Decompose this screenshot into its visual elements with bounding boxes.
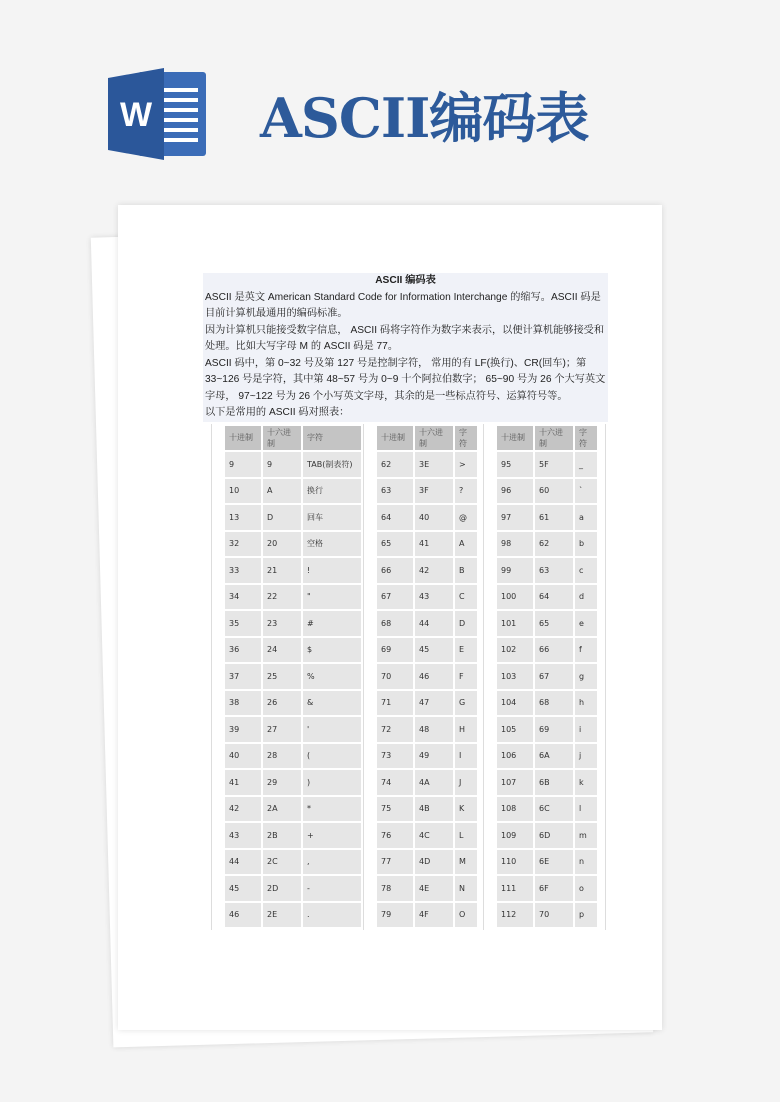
table-row bbox=[497, 585, 597, 610]
decimal-cell: 39 bbox=[225, 717, 261, 742]
table-row bbox=[497, 664, 597, 689]
hex-cell: 6D bbox=[535, 823, 573, 848]
decimal-cell: 99 bbox=[497, 558, 533, 583]
decimal-cell: 10 bbox=[225, 479, 261, 504]
hex-cell: 60 bbox=[535, 479, 573, 504]
decimal-cell: 108 bbox=[497, 797, 533, 822]
decimal-cell: 112 bbox=[497, 903, 533, 928]
hex-cell: 48 bbox=[415, 717, 453, 742]
hex-cell: 2E bbox=[263, 903, 301, 928]
char-cell: ` bbox=[575, 479, 597, 504]
hex-cell: 45 bbox=[415, 638, 453, 663]
decimal-cell: 95 bbox=[497, 452, 533, 477]
char-cell: $ bbox=[303, 638, 361, 663]
decimal-cell: 102 bbox=[497, 638, 533, 663]
hex-cell: 28 bbox=[263, 744, 301, 769]
table-row bbox=[497, 770, 597, 795]
char-cell: b bbox=[575, 532, 597, 557]
table-row bbox=[377, 505, 477, 530]
char-cell: N bbox=[455, 876, 477, 901]
char-cell: M bbox=[455, 850, 477, 875]
ascii-tables bbox=[203, 424, 608, 930]
table-row bbox=[377, 479, 477, 504]
table-row bbox=[497, 903, 597, 928]
hex-cell: 27 bbox=[263, 717, 301, 742]
word-icon bbox=[108, 68, 208, 160]
table-row bbox=[225, 505, 361, 530]
table-row bbox=[497, 744, 597, 769]
char-cell: > bbox=[455, 452, 477, 477]
char-cell: p bbox=[575, 903, 597, 928]
decimal-cell: 98 bbox=[497, 532, 533, 557]
char-cell: % bbox=[303, 664, 361, 689]
hex-cell: 6B bbox=[535, 770, 573, 795]
hex-cell: 4B bbox=[415, 797, 453, 822]
column-header: 十六进制 bbox=[535, 426, 573, 451]
char-cell: B bbox=[455, 558, 477, 583]
char-cell: d bbox=[575, 585, 597, 610]
ascii-table bbox=[495, 424, 599, 930]
column-header: 字符 bbox=[575, 426, 597, 451]
hex-cell: 24 bbox=[263, 638, 301, 663]
decimal-cell: 43 bbox=[225, 823, 261, 848]
decimal-cell: 35 bbox=[225, 611, 261, 636]
hex-cell: 4D bbox=[415, 850, 453, 875]
hex-cell: 6E bbox=[535, 850, 573, 875]
table-row bbox=[225, 638, 361, 663]
table-row bbox=[497, 717, 597, 742]
hex-cell: 44 bbox=[415, 611, 453, 636]
hex-cell: 64 bbox=[535, 585, 573, 610]
table-row bbox=[225, 664, 361, 689]
table-row bbox=[377, 691, 477, 716]
table-row bbox=[377, 797, 477, 822]
hex-cell: 67 bbox=[535, 664, 573, 689]
decimal-cell: 37 bbox=[225, 664, 261, 689]
char-cell: J bbox=[455, 770, 477, 795]
char-cell: . bbox=[303, 903, 361, 928]
decimal-cell: 73 bbox=[377, 744, 413, 769]
decimal-cell: 36 bbox=[225, 638, 261, 663]
decimal-cell: 63 bbox=[377, 479, 413, 504]
table-row bbox=[225, 797, 361, 822]
hex-cell: 40 bbox=[415, 505, 453, 530]
table-row bbox=[377, 638, 477, 663]
char-cell: ( bbox=[303, 744, 361, 769]
table-row bbox=[377, 532, 477, 557]
table-row bbox=[225, 823, 361, 848]
char-cell: ! bbox=[303, 558, 361, 583]
table-row bbox=[497, 638, 597, 663]
decimal-cell: 69 bbox=[377, 638, 413, 663]
hex-cell: 3F bbox=[415, 479, 453, 504]
char-cell: D bbox=[455, 611, 477, 636]
char-cell: * bbox=[303, 797, 361, 822]
decimal-cell: 66 bbox=[377, 558, 413, 583]
table-row bbox=[377, 744, 477, 769]
char-cell: # bbox=[303, 611, 361, 636]
table-row bbox=[497, 558, 597, 583]
decimal-cell: 65 bbox=[377, 532, 413, 557]
char-cell: g bbox=[575, 664, 597, 689]
decimal-cell: 67 bbox=[377, 585, 413, 610]
char-cell: m bbox=[575, 823, 597, 848]
table-row bbox=[225, 452, 361, 477]
table-row bbox=[377, 850, 477, 875]
decimal-cell: 71 bbox=[377, 691, 413, 716]
hex-cell: 2D bbox=[263, 876, 301, 901]
hex-cell: 6A bbox=[535, 744, 573, 769]
decimal-cell: 103 bbox=[497, 664, 533, 689]
column-header: 十六进制 bbox=[263, 426, 301, 451]
paragraph: 以下是常用的 ASCII 码对照表： bbox=[205, 407, 350, 418]
column-header: 十进制 bbox=[497, 426, 533, 451]
hex-cell: 69 bbox=[535, 717, 573, 742]
table-row bbox=[377, 903, 477, 928]
decimal-cell: 100 bbox=[497, 585, 533, 610]
char-cell: a bbox=[575, 505, 597, 530]
table-row bbox=[225, 876, 361, 901]
decimal-cell: 106 bbox=[497, 744, 533, 769]
table-row bbox=[497, 691, 597, 716]
char-cell: j bbox=[575, 744, 597, 769]
table-row bbox=[225, 850, 361, 875]
char-cell: K bbox=[455, 797, 477, 822]
table-header-row bbox=[377, 426, 477, 451]
decimal-cell: 45 bbox=[225, 876, 261, 901]
hex-cell: 2B bbox=[263, 823, 301, 848]
char-cell: f bbox=[575, 638, 597, 663]
table-row bbox=[377, 611, 477, 636]
decimal-cell: 75 bbox=[377, 797, 413, 822]
table-row bbox=[225, 744, 361, 769]
table-row bbox=[377, 876, 477, 901]
char-cell: & bbox=[303, 691, 361, 716]
hex-cell: 2C bbox=[263, 850, 301, 875]
char-cell: @ bbox=[455, 505, 477, 530]
table-row bbox=[225, 770, 361, 795]
table-row bbox=[225, 691, 361, 716]
char-cell: l bbox=[575, 797, 597, 822]
hex-cell: 68 bbox=[535, 691, 573, 716]
char-cell: ? bbox=[455, 479, 477, 504]
char-cell: c bbox=[575, 558, 597, 583]
decimal-cell: 72 bbox=[377, 717, 413, 742]
paragraph: 因为计算机只能接受数字信息， ASCII 码将字符作为数字来表示，以便计算机能够接受和处理。比如大写字母 M 的 ASCII 码是 77。 bbox=[205, 324, 605, 352]
table-header-row bbox=[225, 426, 361, 451]
table-header-row bbox=[497, 426, 597, 451]
hex-cell: 6C bbox=[535, 797, 573, 822]
decimal-cell: 76 bbox=[377, 823, 413, 848]
decimal-cell: 34 bbox=[225, 585, 261, 610]
char-cell: C bbox=[455, 585, 477, 610]
hex-cell: 20 bbox=[263, 532, 301, 557]
column-header: 十进制 bbox=[377, 426, 413, 451]
hex-cell: 61 bbox=[535, 505, 573, 530]
page-title: ASCII编码表 bbox=[260, 86, 589, 150]
decimal-cell: 42 bbox=[225, 797, 261, 822]
hex-cell: D bbox=[263, 505, 301, 530]
hex-cell: 29 bbox=[263, 770, 301, 795]
table-row bbox=[225, 611, 361, 636]
char-cell: e bbox=[575, 611, 597, 636]
table-row bbox=[497, 452, 597, 477]
intro-section bbox=[203, 273, 608, 422]
decimal-cell: 97 bbox=[497, 505, 533, 530]
table-row bbox=[377, 717, 477, 742]
divider bbox=[605, 424, 606, 930]
decimal-cell: 109 bbox=[497, 823, 533, 848]
decimal-cell: 40 bbox=[225, 744, 261, 769]
decimal-cell: 101 bbox=[497, 611, 533, 636]
hex-cell: 26 bbox=[263, 691, 301, 716]
column-header: 字符 bbox=[455, 426, 477, 451]
column-header: 字符 bbox=[303, 426, 361, 451]
char-cell: ' bbox=[303, 717, 361, 742]
hex-cell: A bbox=[263, 479, 301, 504]
decimal-cell: 9 bbox=[225, 452, 261, 477]
char-cell: o bbox=[575, 876, 597, 901]
table-row bbox=[497, 823, 597, 848]
table-row bbox=[225, 717, 361, 742]
doc-heading: ASCII 编码表 bbox=[375, 275, 436, 286]
hex-cell: 46 bbox=[415, 664, 453, 689]
decimal-cell: 46 bbox=[225, 903, 261, 928]
hex-cell: 4C bbox=[415, 823, 453, 848]
decimal-cell: 64 bbox=[377, 505, 413, 530]
char-cell: n bbox=[575, 850, 597, 875]
svg-text:W: W bbox=[119, 96, 153, 134]
table-row bbox=[225, 558, 361, 583]
hex-cell: 42 bbox=[415, 558, 453, 583]
decimal-cell: 105 bbox=[497, 717, 533, 742]
hex-cell: 65 bbox=[535, 611, 573, 636]
table-row bbox=[377, 664, 477, 689]
table-row bbox=[377, 452, 477, 477]
decimal-cell: 68 bbox=[377, 611, 413, 636]
decimal-cell: 44 bbox=[225, 850, 261, 875]
table-row bbox=[497, 876, 597, 901]
char-cell: G bbox=[455, 691, 477, 716]
hex-cell: 3E bbox=[415, 452, 453, 477]
decimal-cell: 62 bbox=[377, 452, 413, 477]
char-cell: F bbox=[455, 664, 477, 689]
divider bbox=[483, 424, 484, 930]
table-row bbox=[497, 532, 597, 557]
hex-cell: 47 bbox=[415, 691, 453, 716]
hex-cell: 49 bbox=[415, 744, 453, 769]
table-row bbox=[377, 558, 477, 583]
hex-cell: 2A bbox=[263, 797, 301, 822]
decimal-cell: 41 bbox=[225, 770, 261, 795]
hex-cell: 9 bbox=[263, 452, 301, 477]
hex-cell: 63 bbox=[535, 558, 573, 583]
char-cell: E bbox=[455, 638, 477, 663]
document-content bbox=[203, 273, 608, 930]
decimal-cell: 110 bbox=[497, 850, 533, 875]
table-row bbox=[497, 797, 597, 822]
hex-cell: 6F bbox=[535, 876, 573, 901]
hex-cell: 4A bbox=[415, 770, 453, 795]
hex-cell: 66 bbox=[535, 638, 573, 663]
char-cell: L bbox=[455, 823, 477, 848]
decimal-cell: 111 bbox=[497, 876, 533, 901]
decimal-cell: 104 bbox=[497, 691, 533, 716]
char-cell: 空格 bbox=[303, 532, 361, 557]
divider bbox=[363, 424, 364, 930]
decimal-cell: 74 bbox=[377, 770, 413, 795]
divider bbox=[211, 424, 212, 930]
hex-cell: 22 bbox=[263, 585, 301, 610]
char-cell: h bbox=[575, 691, 597, 716]
decimal-cell: 77 bbox=[377, 850, 413, 875]
ascii-table bbox=[375, 424, 479, 930]
char-cell: ) bbox=[303, 770, 361, 795]
char-cell: + bbox=[303, 823, 361, 848]
char-cell: I bbox=[455, 744, 477, 769]
char-cell: O bbox=[455, 903, 477, 928]
hex-cell: 5F bbox=[535, 452, 573, 477]
table-row bbox=[377, 823, 477, 848]
char-cell: , bbox=[303, 850, 361, 875]
column-header: 十进制 bbox=[225, 426, 261, 451]
char-cell: _ bbox=[575, 452, 597, 477]
table-row bbox=[225, 903, 361, 928]
hex-cell: 70 bbox=[535, 903, 573, 928]
decimal-cell: 33 bbox=[225, 558, 261, 583]
decimal-cell: 96 bbox=[497, 479, 533, 504]
paragraph: ASCII 码中，第 0~32 号及第 127 号是控制字符， 常用的有 LF(换行)、CR(回车)；第 33~126 号是字符，其中第 48~57 号为 0~9 十个阿拉伯数字； 65~90 号为 26 个大写英文字母， 97~122 号为 26 个小写英文字母，其余的是一些标点符号、运算符号等。 bbox=[205, 357, 606, 402]
table-row bbox=[377, 585, 477, 610]
table-row bbox=[225, 585, 361, 610]
decimal-cell: 32 bbox=[225, 532, 261, 557]
hex-cell: 4F bbox=[415, 903, 453, 928]
char-cell: " bbox=[303, 585, 361, 610]
column-header: 十六进制 bbox=[415, 426, 453, 451]
ascii-table bbox=[223, 424, 363, 930]
decimal-cell: 78 bbox=[377, 876, 413, 901]
table-row bbox=[497, 850, 597, 875]
hex-cell: 41 bbox=[415, 532, 453, 557]
hex-cell: 25 bbox=[263, 664, 301, 689]
table-row bbox=[497, 505, 597, 530]
table-row bbox=[225, 532, 361, 557]
hex-cell: 4E bbox=[415, 876, 453, 901]
table-row bbox=[225, 479, 361, 504]
paragraph: ASCII 是英文 American Standard Code for Information Interchange 的缩写。ASCII 码是目前计算机最通用的编码标准。 bbox=[205, 291, 601, 319]
char-cell: 换行 bbox=[303, 479, 361, 504]
hex-cell: 23 bbox=[263, 611, 301, 636]
char-cell: - bbox=[303, 876, 361, 901]
char-cell: k bbox=[575, 770, 597, 795]
decimal-cell: 107 bbox=[497, 770, 533, 795]
table-row bbox=[377, 770, 477, 795]
hex-cell: 21 bbox=[263, 558, 301, 583]
char-cell: H bbox=[455, 717, 477, 742]
char-cell: i bbox=[575, 717, 597, 742]
decimal-cell: 70 bbox=[377, 664, 413, 689]
decimal-cell: 79 bbox=[377, 903, 413, 928]
char-cell: 回车 bbox=[303, 505, 361, 530]
table-row bbox=[497, 611, 597, 636]
decimal-cell: 13 bbox=[225, 505, 261, 530]
char-cell: A bbox=[455, 532, 477, 557]
char-cell: TAB(制表符) bbox=[303, 452, 361, 477]
decimal-cell: 38 bbox=[225, 691, 261, 716]
table-row bbox=[497, 479, 597, 504]
hex-cell: 43 bbox=[415, 585, 453, 610]
hex-cell: 62 bbox=[535, 532, 573, 557]
